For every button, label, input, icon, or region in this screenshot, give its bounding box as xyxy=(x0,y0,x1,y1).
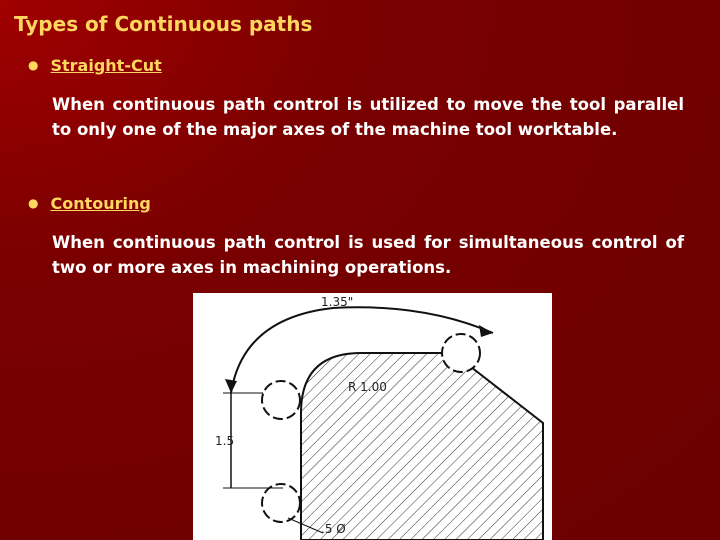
label-diameter: .5 Ø xyxy=(321,522,346,536)
label-angle: 1.35" xyxy=(321,295,354,309)
arrow-head xyxy=(479,325,493,337)
slide-title: Types of Continuous paths xyxy=(14,12,313,36)
contouring-diagram-svg xyxy=(193,293,552,540)
paragraph-contouring: When continuous path control is used for simultaneous control of two or more axes in machining operations. xyxy=(52,233,684,277)
tool-circle-top xyxy=(442,334,480,372)
paragraph-straight-cut: When continuous path control is utilized to move the tool parallel to only one of the major axes of the machine tool worktable. xyxy=(52,95,684,139)
workpiece-shape xyxy=(301,353,543,540)
label-radius: R 1.00 xyxy=(348,380,387,394)
bullet-icon: ● xyxy=(28,58,39,72)
bullet-heading-contouring: Contouring xyxy=(50,194,151,213)
bullet-heading-straight-cut: Straight-Cut xyxy=(50,56,162,75)
tool-circle-bottom xyxy=(262,484,300,522)
label-height: 1.5 xyxy=(215,434,235,448)
contouring-diagram xyxy=(193,293,552,540)
bullet-straight-cut xyxy=(28,56,162,75)
bullet-contouring xyxy=(28,194,151,213)
bullet-icon: ● xyxy=(28,196,39,210)
tool-circle-corner xyxy=(262,381,300,419)
arrow-tail xyxy=(225,379,237,393)
